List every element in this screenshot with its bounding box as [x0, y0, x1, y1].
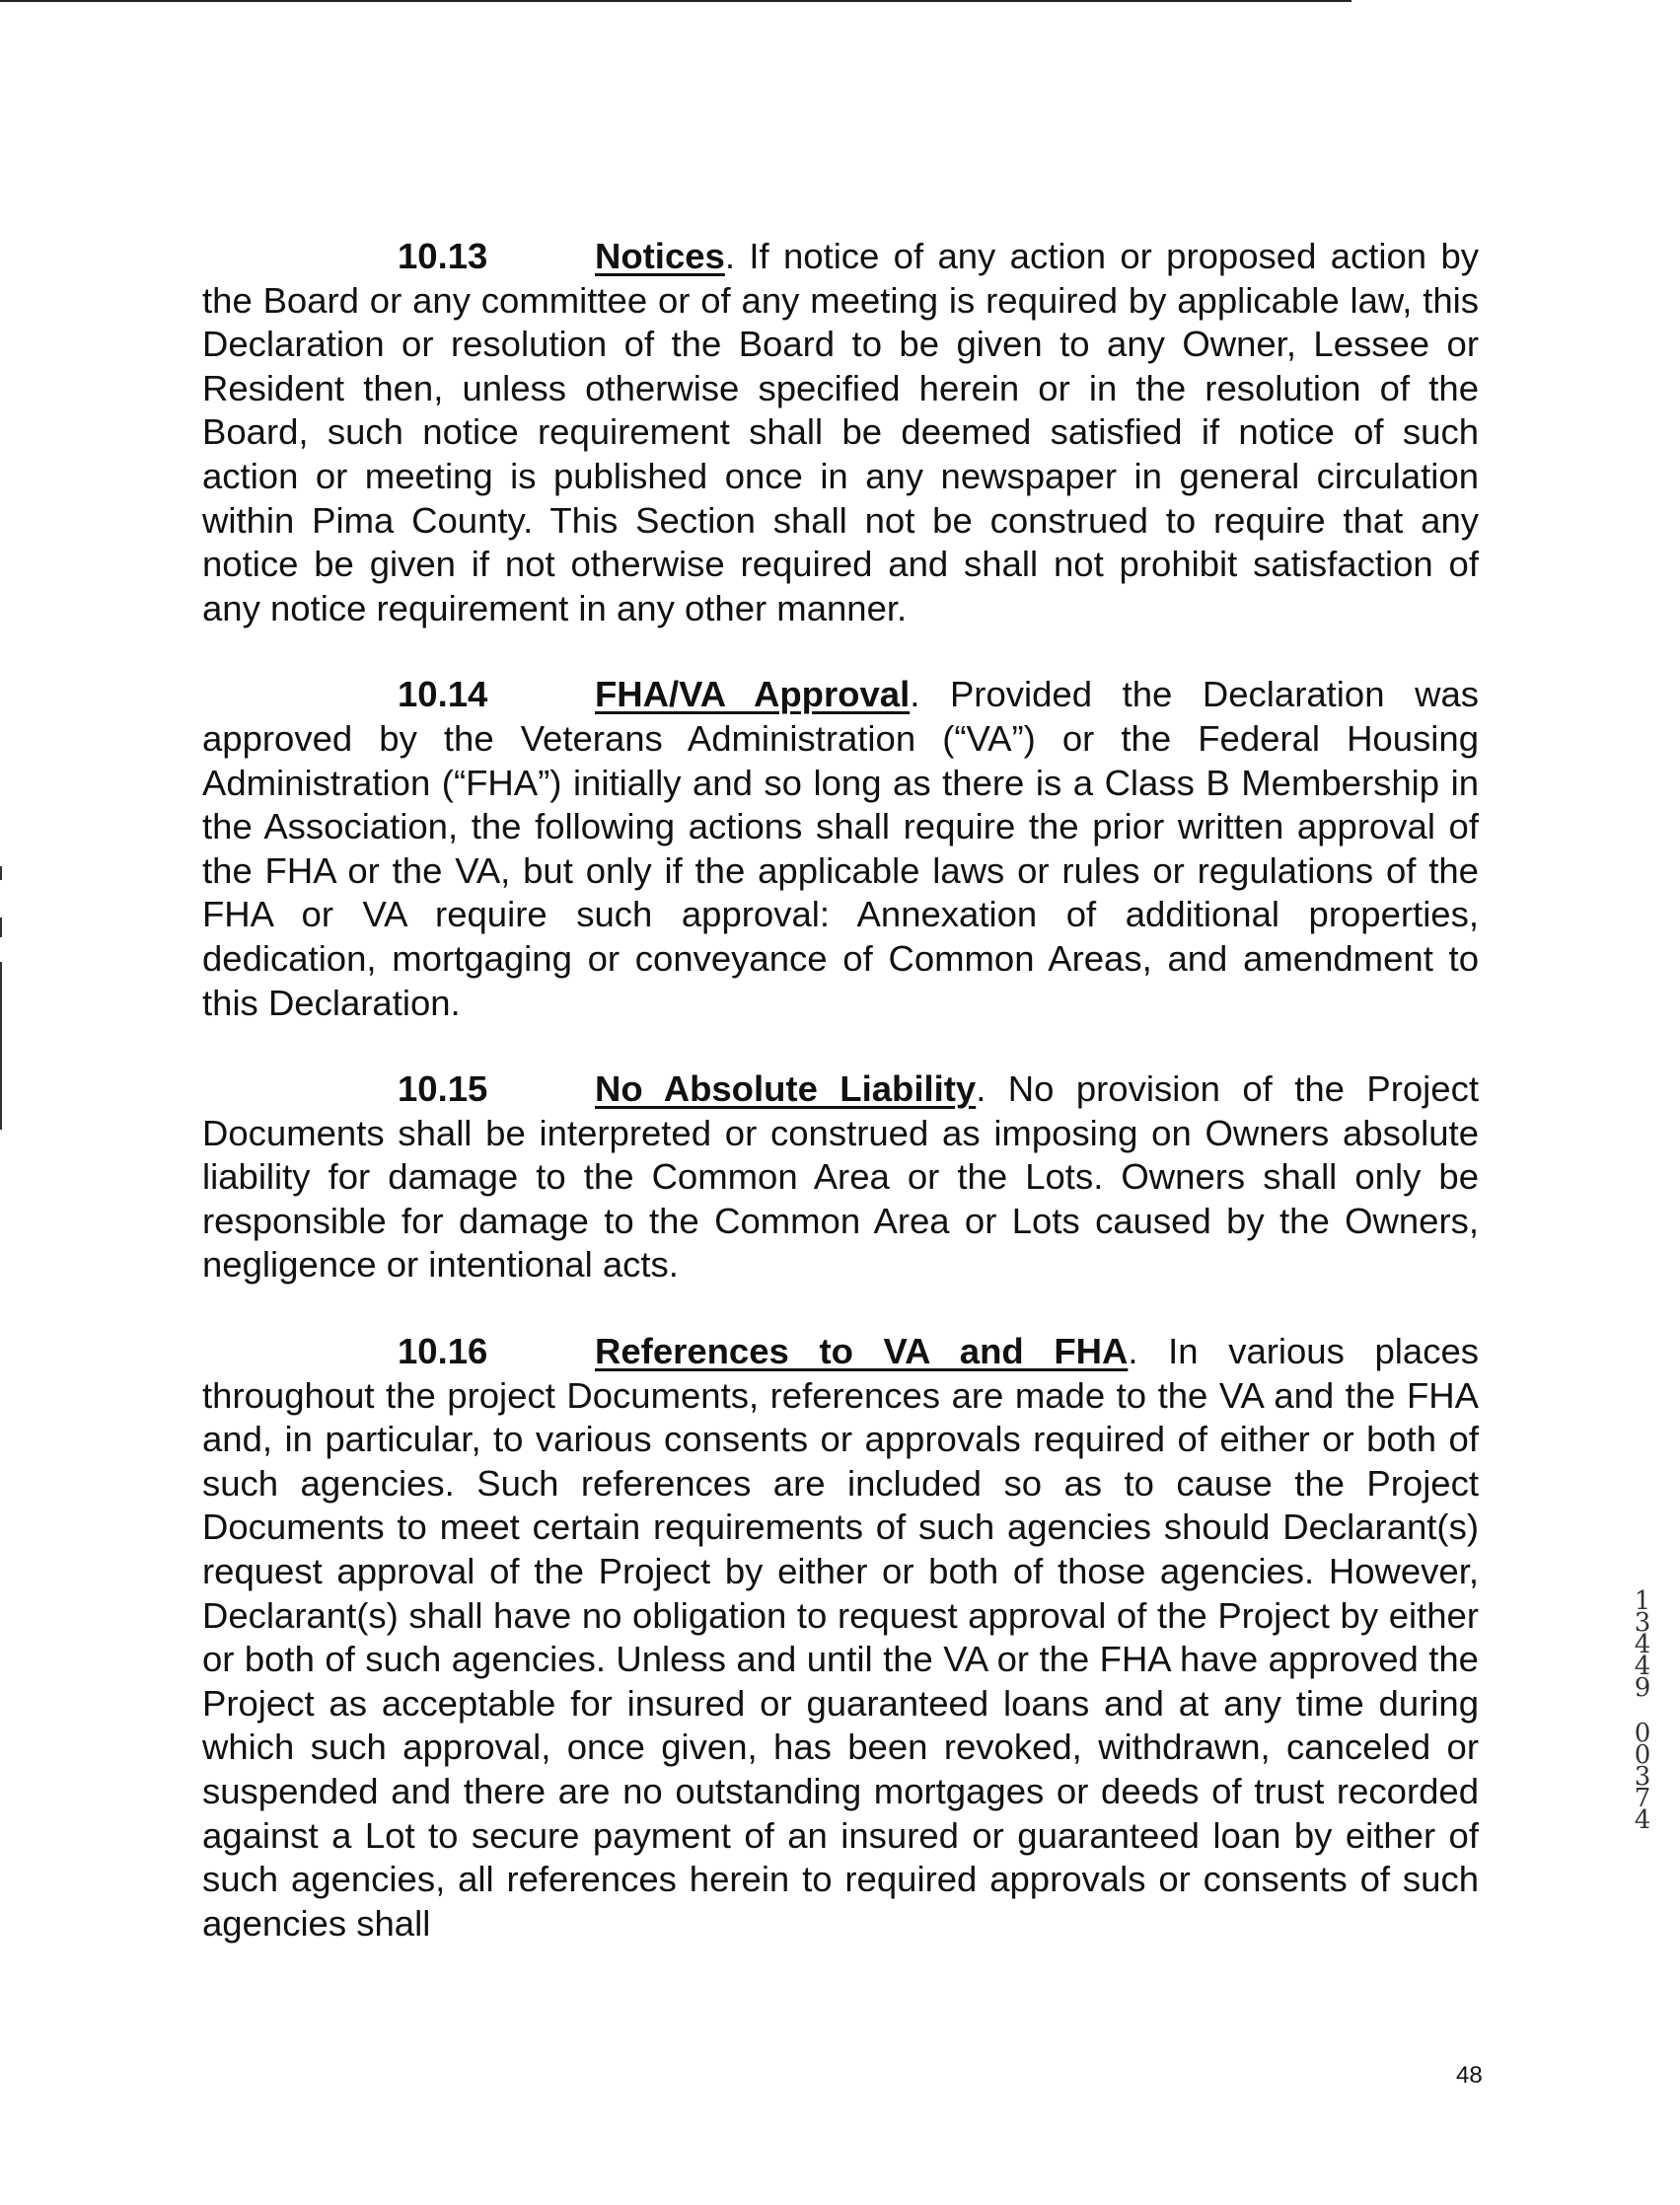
section-number: 10.15 — [398, 1068, 488, 1110]
scan-top-edge — [0, 0, 1351, 2]
scan-margin-mark — [0, 918, 2, 937]
section-title: FHA/VA Approval — [595, 674, 911, 715]
section-10-14 — [202, 673, 1479, 1025]
stamp-digit: 0 — [1634, 1719, 1651, 1748]
stamp-digit: 1 — [1634, 1586, 1651, 1616]
scan-margin-mark — [0, 866, 2, 880]
stamp-digit: 4 — [1634, 1630, 1651, 1659]
section-title: No Absolute Liability — [595, 1068, 977, 1110]
stamp-digit: 7 — [1634, 1784, 1651, 1813]
stamp-digit: 9 — [1634, 1673, 1651, 1703]
section-title: Notices — [595, 236, 725, 276]
recording-stamp — [1631, 1586, 1654, 1835]
section-text: . No provision of the Project Documents shall be interpreted or construed as imposing on Owners absolute liability for damage to the Common Area or the Lots. Owners shall only be responsible for damage to the Common Area or Lots caused by the Owners, negligence or intentional acts. — [202, 1068, 1479, 1286]
section-number: 10.13 — [398, 236, 488, 276]
section-10-15 — [202, 1067, 1479, 1287]
section-text: . Provided the Declaration was approved by the Veterans Administration (“VA”) or the Federal Housing Administration (“FHA”) initially and so long as there is a Class B Membership in the Association, the following actions shall require the prior written approval of the FHA or the VA, but only if the applicable laws or rules or regulations of the FHA or VA require such approval: Annexation of additional properties, dedication, mortgaging or conveyance of Common Areas, and amendment to this Declaration. — [202, 674, 1479, 1023]
stamp-digit: 0 — [1634, 1740, 1651, 1770]
section-number: 10.14 — [398, 674, 488, 715]
stamp-digit: 4 — [1634, 1805, 1651, 1835]
stamp-digit: 4 — [1634, 1652, 1651, 1681]
section-title: References to VA and FHA — [595, 1331, 1129, 1372]
section-number: 10.16 — [398, 1331, 488, 1372]
document-body — [202, 235, 1479, 1988]
section-10-13 — [202, 235, 1479, 630]
section-10-16 — [202, 1330, 1479, 1946]
section-text: . If notice of any action or proposed action by the Board or any committee or of any meeting is required by applicable law, this Declaration or resolution of the Board to be given to any Owner, Lessee or Resident then, unless otherwise specified herein or in the resolution of the Board, such notice requirement shall be deemed satisfied if notice of such action or meeting is published once in any newspaper in general circulation within Pima County. This Section shall not be construed to require that any notice be given if not otherwise required and shall not prohibit satisfaction of any notice requirement in any other manner. — [202, 236, 1479, 628]
scan-margin-mark — [0, 962, 2, 1130]
section-text: . In various places throughout the project Documents, references are made to the VA and the FHA and, in particular, to various consents or approvals required of either or both of such agencies. Such references are included so as to cause the Project Documents to meet certain requirements of such agencies should Declarant(s) request approval of the Project by either or both of those agencies. However, Declarant(s) shall have no obligation to request approval of the Project by either or both of such agencies. Unless and until the VA or the FHA have approved the Project as acceptable for insured or guaranteed loans and at any time during which such approval, once given, has been revoked, withdrawn, canceled or suspended and there are no outstanding mortgages or deeds of trust recorded against a Lot to secure payment of an insured or guaranteed loan by either of such agencies, all references herein to required approvals or consents of such agencies shall — [202, 1331, 1479, 1944]
stamp-digit: 3 — [1634, 1608, 1651, 1638]
stamp-digit: 3 — [1634, 1762, 1651, 1792]
page-number: 48 — [1456, 2062, 1483, 2089]
